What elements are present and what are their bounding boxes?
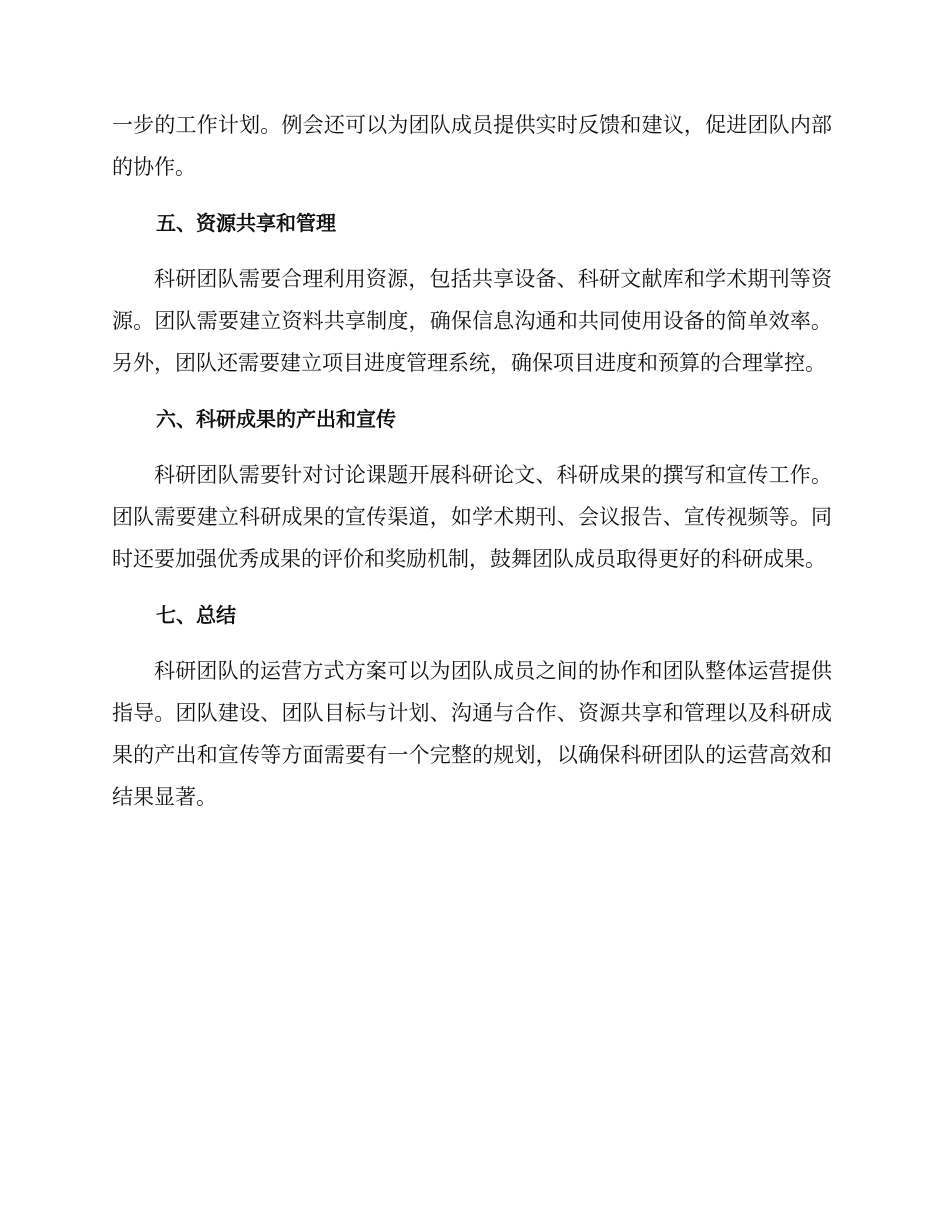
heading-resource-sharing: 五、资源共享和管理: [156, 211, 336, 235]
paragraph-research-output: 科研团队需要针对讨论课题开展科研论文、科研成果的撰写和宣传工作。团队需要建立科研成果的宣传渠道，如学术期刊、会议报告、宣传视频等。同时还要加强优秀成果的评价和奖励机制，鼓舞团队成员取得更好的科研成果。: [112, 463, 832, 571]
paragraph-meeting-continuation: 一步的工作计划。例会还可以为团队成员提供实时反馈和建议，促进团队内部的协作。: [112, 113, 832, 179]
paragraph-resource-sharing: 科研团队需要合理利用资源，包括共享设备、科研文献库和学术期刊等资源。团队需要建立资料共享制度，确保信息沟通和共同使用设备的简单效率。另外，团队还需要建立项目进度管理系统，确保项目进度和预算的合理掌控。: [112, 267, 832, 375]
document-body: [112, 104, 832, 818]
heading-summary: 七、总结: [156, 603, 236, 627]
paragraph-summary: 科研团队的运营方式方案可以为团队成员之间的协作和团队整体运营提供指导。团队建设、团队目标与计划、沟通与合作、资源共享和管理以及科研成果的产出和宣传等方面需要有一个完整的规划，以确保科研团队的运营高效和结果显著。: [112, 659, 832, 809]
heading-research-output: 六、科研成果的产出和宣传: [156, 407, 396, 431]
